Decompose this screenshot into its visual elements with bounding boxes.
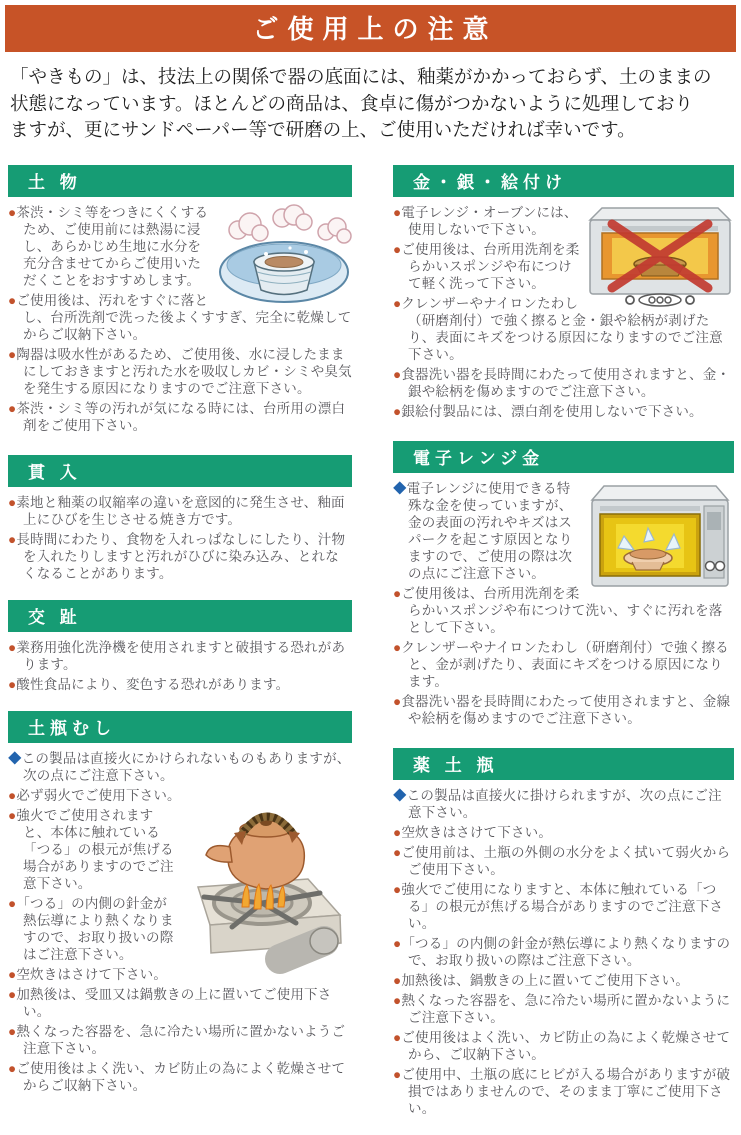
section-tsuchimono (8, 165, 352, 437)
item-text: 茶渋・シミ等をつきにくくするため、ご使用前には熱湯に浸し、あらかじめ生地に水分を充分含ませてからご使用いただくことをおすすめします。 (16, 204, 209, 288)
item-text: 熱くなった容器を、急に冷たい場所に置かないようにご注意下さい。 (401, 992, 731, 1025)
item-text: ご使用後は、台所用洗剤を柔らかいスポンジや布につけて洗い、すぐに汚れを落として下さい。 (401, 585, 723, 635)
list-item (8, 750, 352, 784)
list-item (8, 1060, 352, 1094)
list-item (393, 639, 734, 690)
list-item (8, 494, 352, 528)
bullet-icon: ● (8, 986, 17, 1002)
list-item (393, 693, 734, 727)
item-text: 銀絵付製品には、漂白剤を使用しないで下さい。 (401, 403, 703, 419)
diamond-bullet-icon: ◆ (8, 750, 22, 766)
bullet-icon: ● (393, 366, 402, 382)
steaming-bowl-illustration (216, 206, 352, 306)
item-text: 素地と釉薬の収縮率の違いを意図的に発生させ、釉面上にひびを生じさせる焼き方です。 (16, 494, 345, 527)
list-item (393, 972, 734, 989)
bullet-icon: ● (393, 992, 402, 1008)
section-kingin (393, 165, 734, 423)
section-renjikin (393, 441, 734, 730)
list-item (8, 986, 352, 1020)
list-item (393, 1029, 734, 1063)
item-text: この製品は直接火にかけられないものもありますが、次の点にご注意下さい。 (21, 750, 351, 783)
item-text: 加熱後は、受皿又は鍋敷きの上に置いてご使用下さい。 (16, 986, 332, 1019)
bullet-icon: ● (8, 292, 17, 308)
bullet-icon: ● (8, 400, 17, 416)
precautions-document (0, 5, 741, 1116)
bullet-icon: ● (393, 204, 402, 220)
item-text: ご使用前は、土瓶の外側の水分をよく拭いて弱火からご使用下さい。 (401, 844, 731, 877)
item-text: 「つる」の内側の針金が熱伝導により熱くなりますので、お取り扱いの際はご注意下さい。 (16, 895, 174, 962)
list-item (393, 1066, 734, 1117)
bullet-icon: ● (393, 693, 402, 709)
item-text: 空炊きはさけて下さい。 (401, 824, 553, 840)
section-dobinmushi (8, 711, 352, 1097)
item-text: 茶渋・シミ等の汚れが気になる時には、台所用の漂白剤をご使用下さい。 (16, 400, 346, 433)
microwave-crossed-out-illustration (586, 204, 734, 308)
item-text: ご使用後は、汚れをすぐに落とし、台所洗剤で洗った後よくすすぎ、完全に乾燥してからご収納下さい。 (16, 292, 352, 342)
bullet-icon: ● (8, 807, 17, 823)
item-text: 業務用強化洗浄機を使用されますと破損する恐れがあります。 (16, 639, 346, 672)
section-header: 薬 土 瓶 (393, 748, 734, 780)
diamond-bullet-icon: ◆ (393, 787, 407, 803)
item-text: 陶器は吸水性があるため、ご使用後、水に浸したままにしておきますと汚れた水を吸収しカビ・シミや臭気を発生する原因になりますのでご注意下さい。 (16, 346, 352, 396)
bullet-icon: ● (393, 403, 402, 419)
item-text: クレンザーやナイロンたわし（研磨剤付）で強く擦ると、金が剥げたり、表面にキズをつける原因になります。 (401, 639, 729, 689)
intro-line: 状態になっています。ほとんどの商品は、食卓に傷がつかないように処理しており (10, 94, 694, 115)
bullet-icon: ● (8, 1023, 17, 1039)
item-text: 食器洗い器を長時間にわたって使用されますと、金線や絵柄を傷めますのでご注意下さい。 (401, 693, 731, 726)
section-header: 土 物 (8, 165, 352, 197)
bullet-icon: ● (393, 1066, 402, 1082)
list-item (8, 787, 352, 804)
bullet-icon: ● (393, 241, 402, 257)
item-text: ご使用後はよく洗い、カビ防止の為によく乾燥させてから、ご収納下さい。 (401, 1029, 731, 1062)
item-text: 「つる」の内側の針金が熱伝導により熱くなりますので、お取り扱いの際はご注意下さい。 (401, 935, 731, 968)
section-header: 交 趾 (8, 600, 352, 632)
section-header: 貫 入 (8, 455, 352, 487)
bullet-icon: ● (8, 346, 17, 362)
intro-line: 「やきもの」は、技法上の関係で器の底面には、釉薬がかかっておらず、土のままの (10, 68, 712, 88)
item-text: ご使用中、土瓶の底にヒビが入る場合がありますが破損ではありませんので、そのまま丁寧にご使用下さい。 (401, 1066, 731, 1116)
bullet-icon: ● (393, 881, 402, 897)
teapot-on-stove-illustration (180, 809, 352, 971)
item-text: 電子レンジに使用できる特殊な金を使っていますが、金の表面の汚れやキズはスパークを起こす原因となりますので、ご使用の際は次の点にご注意下さい。 (406, 480, 573, 581)
item-text: ご使用後はよく洗い、カビ防止の為によく乾燥させてからご収納下さい。 (16, 1060, 346, 1093)
list-item (393, 992, 734, 1026)
item-text: クレンザーやナイロンたわし（研磨剤付）で強く擦ると金・銀や絵柄が剥げたり、表面にキズをつける原因になりますのでご注意下さい。 (401, 295, 723, 362)
section-kusuridobin (393, 748, 734, 1117)
bullet-icon: ● (8, 494, 17, 510)
list-item (8, 346, 352, 397)
bullet-icon: ● (393, 972, 402, 988)
list-item (393, 366, 734, 400)
bullet-icon: ● (393, 824, 402, 840)
list-item (393, 787, 734, 821)
item-text: 必ず弱火でご使用下さい。 (16, 787, 181, 803)
microwave-spark-illustration (586, 482, 734, 594)
item-text: 電子レンジ・オーブンには、使用しないで下さい。 (401, 204, 578, 237)
item-text: 熱くなった容器を、急に冷たい場所に置かないようご注意下さい。 (16, 1023, 346, 1056)
bullet-icon: ● (8, 895, 17, 911)
bullet-icon: ● (393, 295, 402, 311)
left-column (8, 165, 352, 1135)
item-text: ご使用後は、台所用洗剤を柔らかいスポンジや布につけて軽く洗って下さい。 (401, 241, 580, 291)
bullet-icon: ● (393, 935, 402, 951)
list-item (8, 639, 352, 673)
bullet-icon: ● (8, 639, 17, 655)
item-text: 強火でご使用になりますと、本体に触れている「つる」の根元が焦げる場合がありますのでご注意下さい。 (401, 881, 724, 931)
section-header: 電子レンジ金 (393, 441, 734, 473)
intro-paragraph (10, 65, 731, 145)
diamond-bullet-icon: ◆ (393, 480, 407, 496)
list-item (8, 676, 352, 693)
bullet-icon: ● (393, 844, 402, 860)
bullet-icon: ● (393, 639, 402, 655)
section-header: 土瓶むし (8, 711, 352, 743)
section-kannyu (8, 455, 352, 582)
item-text: 空炊きはさけて下さい。 (16, 966, 168, 982)
item-text: 酸性食品により、変色する恐れがあります。 (16, 676, 290, 692)
list-item (8, 531, 352, 582)
section-header: 金・銀・絵付け (393, 165, 734, 197)
list-item (8, 400, 352, 434)
item-text: 食器洗い器を長時間にわたって使用されますと、金・銀や絵柄を傷めますのでご注意下さい。 (401, 366, 731, 399)
list-item (393, 935, 734, 969)
bullet-icon: ● (8, 1060, 17, 1076)
bullet-icon: ● (8, 531, 17, 547)
item-text: この製品は直接火に掛けられますが、次の点にご注意下さい。 (406, 787, 722, 820)
item-text: 長時間にわたり、食物を入れっぱなしにしたり、汁物を入れたりしますと汚れがひびに染み込み、とれなくなることがあります。 (16, 531, 346, 581)
bullet-icon: ● (8, 966, 17, 982)
page-title: ご使用上の注意 (5, 5, 736, 52)
right-column (393, 165, 734, 1135)
list-item (393, 844, 734, 878)
bullet-icon: ● (8, 676, 17, 692)
list-item (8, 1023, 352, 1057)
item-text: 強火でご使用されますと、本体に触れている「つる」の根元が焦げる場合がありますのでご注意下さい。 (16, 807, 174, 891)
bullet-icon: ● (8, 204, 17, 220)
item-text: 加熱後は、鍋敷きの上に置いてご使用下さい。 (401, 972, 690, 988)
bullet-icon: ● (393, 585, 402, 601)
list-item (393, 824, 734, 841)
bullet-icon: ● (8, 787, 17, 803)
list-item (393, 403, 734, 420)
intro-line: ますが、更にサンドペーパー等で研磨の上、ご使用いただければ幸いです。 (10, 121, 636, 142)
two-column-body (8, 165, 734, 1135)
bullet-icon: ● (393, 1029, 402, 1045)
section-kochi (8, 600, 352, 693)
list-item (393, 881, 734, 932)
